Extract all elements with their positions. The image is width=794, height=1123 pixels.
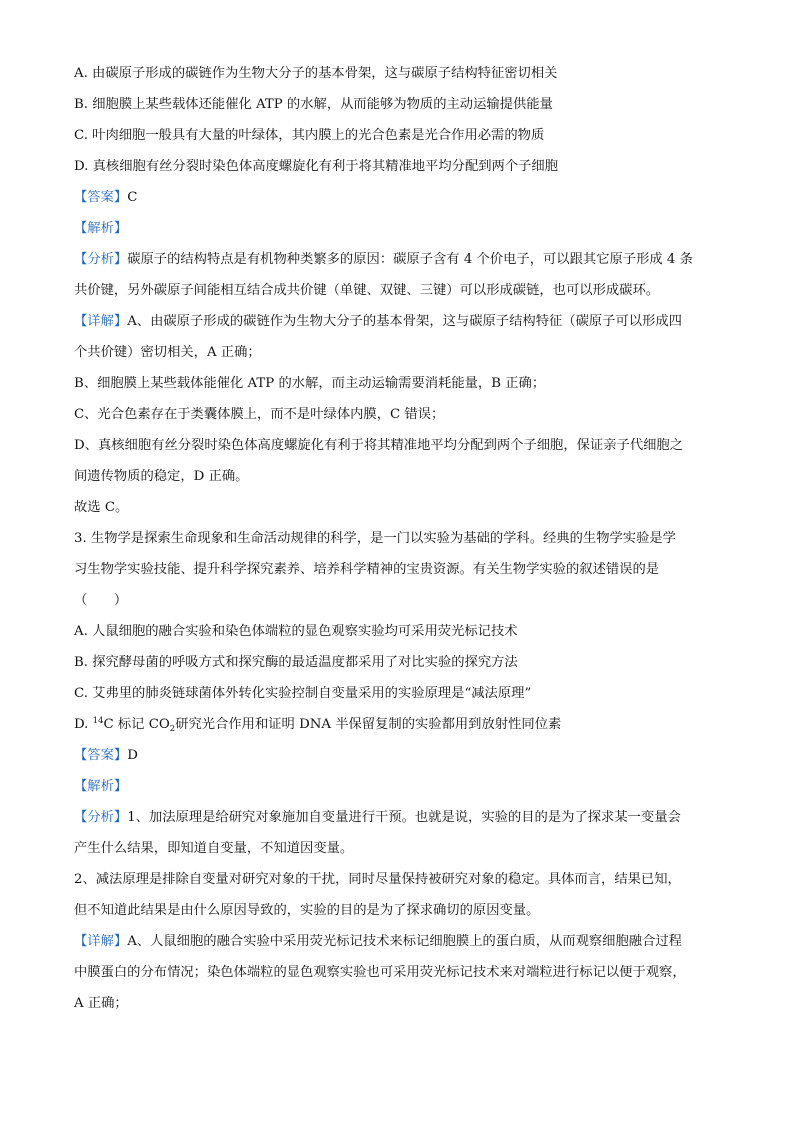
fenxi-text: 碳原子的结构特点是有机物种类繁多的原因：碳原子含有 4 个价电子，可以跟其它原子形成 4 条 [127,252,693,267]
q3-fenxi-line4: 但不知道此结果是由什么原因导致的，实验的目的是为了探求确切的原因变量。 [74,903,540,918]
q3-option-b: B. 探究酵母菌的呼吸方式和探究酶的最适温度都采用了对比实验的探究方法 [74,655,518,670]
q2-conclusion: 故选 C。 [74,500,129,515]
q2-fenxi-line1 [74,248,722,279]
q2-xiangjie-line4: C、光合色素存在于类囊体膜上，而不是叶绿体内膜，C 错误； [74,407,445,422]
q3-xiangjie-line1 [74,930,722,961]
xiangjie-tag: 【详解】 [74,934,128,949]
q3-stem-line2: 习生物学实验技能、提升科学探究素养、培养科学精神的宝贵资源。有关生物学实验的叙述错误的是 [74,562,660,577]
document-page [74,62,722,1023]
xiangjie-text: A、人鼠细胞的融合实验中采用荧光标记技术来标记细胞膜上的蛋白质，从而观察细胞融合过程 [127,934,682,949]
option-d-rest: 研究光合作用和证明 DNA 半保留复制的实验都用到放射性同位素 [175,717,562,732]
q3-fenxi-line3: 2、减法原理是排除自变量对研究对象的干扰，同时尽量保持被研究对象的稳定。具体而言，结果已知， [74,872,681,887]
q3-option-c: C. 艾弗里的肺炎链球菌体外转化实验控制自变量采用的实验原理是“减法原理” [74,686,532,701]
fenxi-tag: 【分析】 [74,252,128,267]
fenxi-text: 1、加法原理是给研究对象施加自变量进行干预。也就是说，实验的目的是为了探求某一变量会 [127,810,681,825]
answer-tag: 【答案】 [74,748,128,763]
q3-option-d [74,713,722,744]
q3-option-a: A. 人鼠细胞的融合实验和染色体端粒的显色观察实验均可采用荧光标记技术 [74,624,518,639]
answer-value: D [127,748,138,763]
q2-xiangjie-line3: B、细胞膜上某些载体能催化 ATP 的水解，而主动运输需要消耗能量，B 正确； [74,376,546,391]
q3-answer [74,744,722,775]
q3-xiangjie-line3: A 正确； [74,996,128,1011]
q3-fenxi-line1 [74,806,722,837]
xiangjie-tag: 【详解】 [74,314,128,329]
q2-option-a: A. 由碳原子形成的碳链作为生物大分子的基本骨架，这与碳原子结构特征密切相关 [74,66,558,81]
xiangjie-text: A、由碳原子形成的碳链作为生物大分子的基本骨架，这与碳原子结构特征（碳原子可以形成四 [127,314,682,329]
answer-value: C [127,190,138,205]
q2-option-b: B. 细胞膜上某些载体还能催化 ATP 的水解，从而能够为物质的主动运输提供能量 [74,97,553,112]
option-d-carbon: C 标记 CO [103,717,170,732]
co2-subscript: 2 [169,724,176,734]
q3-stem-blank: （ ） [74,593,128,608]
answer-tag: 【答案】 [74,190,128,205]
option-d-prefix: D. [74,717,93,732]
q2-fenxi-line2: 共价键，另外碳原子间能相互结合成共价键（单键、双键、三键）可以形成碳链，也可以形成碳环。 [74,283,660,298]
q2-xiangjie-line1 [74,310,722,341]
q3-jiexi-tag: 【解析】 [74,779,128,794]
q2-xiangjie-line6: 间遗传物质的稳定，D 正确。 [74,469,249,484]
fenxi-tag: 【分析】 [74,810,128,825]
q3-fenxi-line2: 产生什么结果，即知道自变量，不知道因变量。 [74,841,354,856]
q2-option-c: C. 叶肉细胞一般具有大量的叶绿体，其内膜上的光合色素是光合作用必需的物质 [74,128,545,143]
q3-xiangjie-line2: 中膜蛋白的分布情况；染色体端粒的显色观察实验也可采用荧光标记技术来对端粒进行标记以便于观察， [74,965,686,980]
q3-stem-line1: 3. 生物学是探索生命现象和生命活动规律的科学，是一门以实验为基础的学科。经典的生物学实验是学 [74,531,676,546]
isotope-superscript: 14 [92,716,104,726]
q2-xiangjie-line2: 个共价键）密切相关，A 正确； [74,345,261,360]
q2-jiexi-tag: 【解析】 [74,221,128,236]
q2-option-d: D. 真核细胞有丝分裂时染色体高度螺旋化有利于将其精准地平均分配到两个子细胞 [74,159,559,174]
q2-answer [74,186,722,217]
q2-xiangjie-line5: D、真核细胞有丝分裂时染色体高度螺旋化有利于将其精准地平均分配到两个子细胞，保证亲子代细胞之 [74,438,684,453]
